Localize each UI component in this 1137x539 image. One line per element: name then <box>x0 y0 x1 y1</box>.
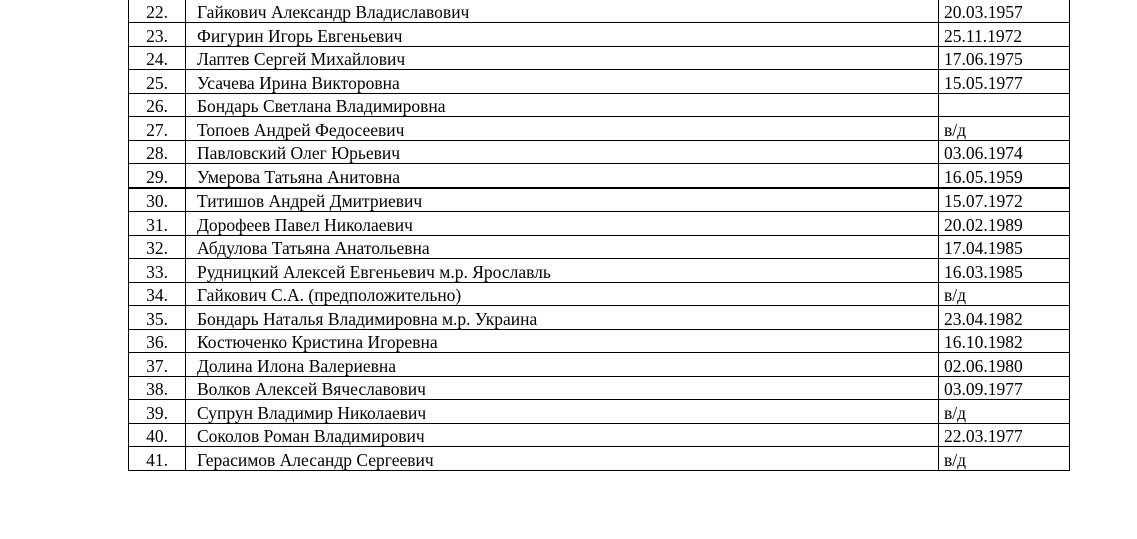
table-row <box>129 164 1070 188</box>
row-date: 03.09.1977 <box>939 376 1070 400</box>
row-name: Лаптев Сергей Михайлович <box>186 46 939 70</box>
row-name: Умерова Татьяна Анитовна <box>186 164 939 188</box>
row-date <box>939 93 1070 117</box>
table-row <box>129 235 1070 259</box>
table-row <box>129 117 1070 141</box>
row-name: Титишов Андрей Дмитриевич <box>186 188 939 212</box>
row-name: Павловский Олег Юрьевич <box>186 140 939 164</box>
table-row <box>129 188 1070 212</box>
persons-table-body <box>129 0 1070 470</box>
table-row <box>129 329 1070 353</box>
row-date: в/д <box>939 447 1070 471</box>
row-date: 23.04.1982 <box>939 306 1070 330</box>
row-name: Топоев Андрей Федосеевич <box>186 117 939 141</box>
row-date: 20.02.1989 <box>939 212 1070 236</box>
row-number: 28. <box>129 140 186 164</box>
row-number: 22. <box>129 0 186 23</box>
row-date: 22.03.1977 <box>939 423 1070 447</box>
row-number: 31. <box>129 212 186 236</box>
row-date: 25.11.1972 <box>939 23 1070 47</box>
row-number: 23. <box>129 23 186 47</box>
table-row <box>129 423 1070 447</box>
row-name: Герасимов Алесандр Сергеевич <box>186 447 939 471</box>
row-date: 03.06.1974 <box>939 140 1070 164</box>
row-number: 32. <box>129 235 186 259</box>
row-date: 16.10.1982 <box>939 329 1070 353</box>
row-number: 27. <box>129 117 186 141</box>
row-name: Бондарь Светлана Владимировна <box>186 93 939 117</box>
row-number: 40. <box>129 423 186 447</box>
row-name: Дорофеев Павел Николаевич <box>186 212 939 236</box>
row-name: Фигурин Игорь Евгеньевич <box>186 23 939 47</box>
row-date: 15.07.1972 <box>939 188 1070 212</box>
row-date: 20.03.1957 <box>939 0 1070 23</box>
row-number: 30. <box>129 188 186 212</box>
row-name: Абдулова Татьяна Анатольевна <box>186 235 939 259</box>
table-row <box>129 93 1070 117</box>
row-name: Гайкович С.А. (предположительно) <box>186 282 939 306</box>
row-date: 02.06.1980 <box>939 353 1070 377</box>
row-name: Гайкович Александр Владиславович <box>186 0 939 23</box>
row-number: 36. <box>129 329 186 353</box>
row-number: 34. <box>129 282 186 306</box>
row-number: 39. <box>129 400 186 424</box>
table-row <box>129 46 1070 70</box>
table-row <box>129 0 1070 23</box>
table-row <box>129 376 1070 400</box>
row-name: Бондарь Наталья Владимировна м.р. Украина <box>186 306 939 330</box>
table-row <box>129 140 1070 164</box>
table-row <box>129 23 1070 47</box>
row-date: 16.05.1959 <box>939 164 1070 188</box>
table-row <box>129 70 1070 94</box>
row-date: 17.04.1985 <box>939 235 1070 259</box>
row-number: 26. <box>129 93 186 117</box>
table-row <box>129 259 1070 283</box>
row-date: в/д <box>939 282 1070 306</box>
row-number: 38. <box>129 376 186 400</box>
table-row <box>129 447 1070 471</box>
row-number: 37. <box>129 353 186 377</box>
row-number: 41. <box>129 447 186 471</box>
table-row <box>129 353 1070 377</box>
persons-table <box>128 0 1070 471</box>
row-name: Усачева Ирина Викторовна <box>186 70 939 94</box>
row-number: 33. <box>129 259 186 283</box>
row-name: Волков Алексей Вячеславович <box>186 376 939 400</box>
table-row <box>129 212 1070 236</box>
table-row <box>129 306 1070 330</box>
row-date: 16.03.1985 <box>939 259 1070 283</box>
row-date: в/д <box>939 117 1070 141</box>
table-row <box>129 282 1070 306</box>
row-number: 25. <box>129 70 186 94</box>
table-row <box>129 400 1070 424</box>
row-name: Соколов Роман Владимирович <box>186 423 939 447</box>
row-name: Долина Илона Валериевна <box>186 353 939 377</box>
row-name: Супрун Владимир Николаевич <box>186 400 939 424</box>
row-date: в/д <box>939 400 1070 424</box>
row-name: Костюченко Кристина Игоревна <box>186 329 939 353</box>
row-date: 17.06.1975 <box>939 46 1070 70</box>
row-date: 15.05.1977 <box>939 70 1070 94</box>
row-number: 24. <box>129 46 186 70</box>
row-number: 35. <box>129 306 186 330</box>
row-number: 29. <box>129 164 186 188</box>
row-name: Рудницкий Алексей Евгеньевич м.р. Ярославль <box>186 259 939 283</box>
